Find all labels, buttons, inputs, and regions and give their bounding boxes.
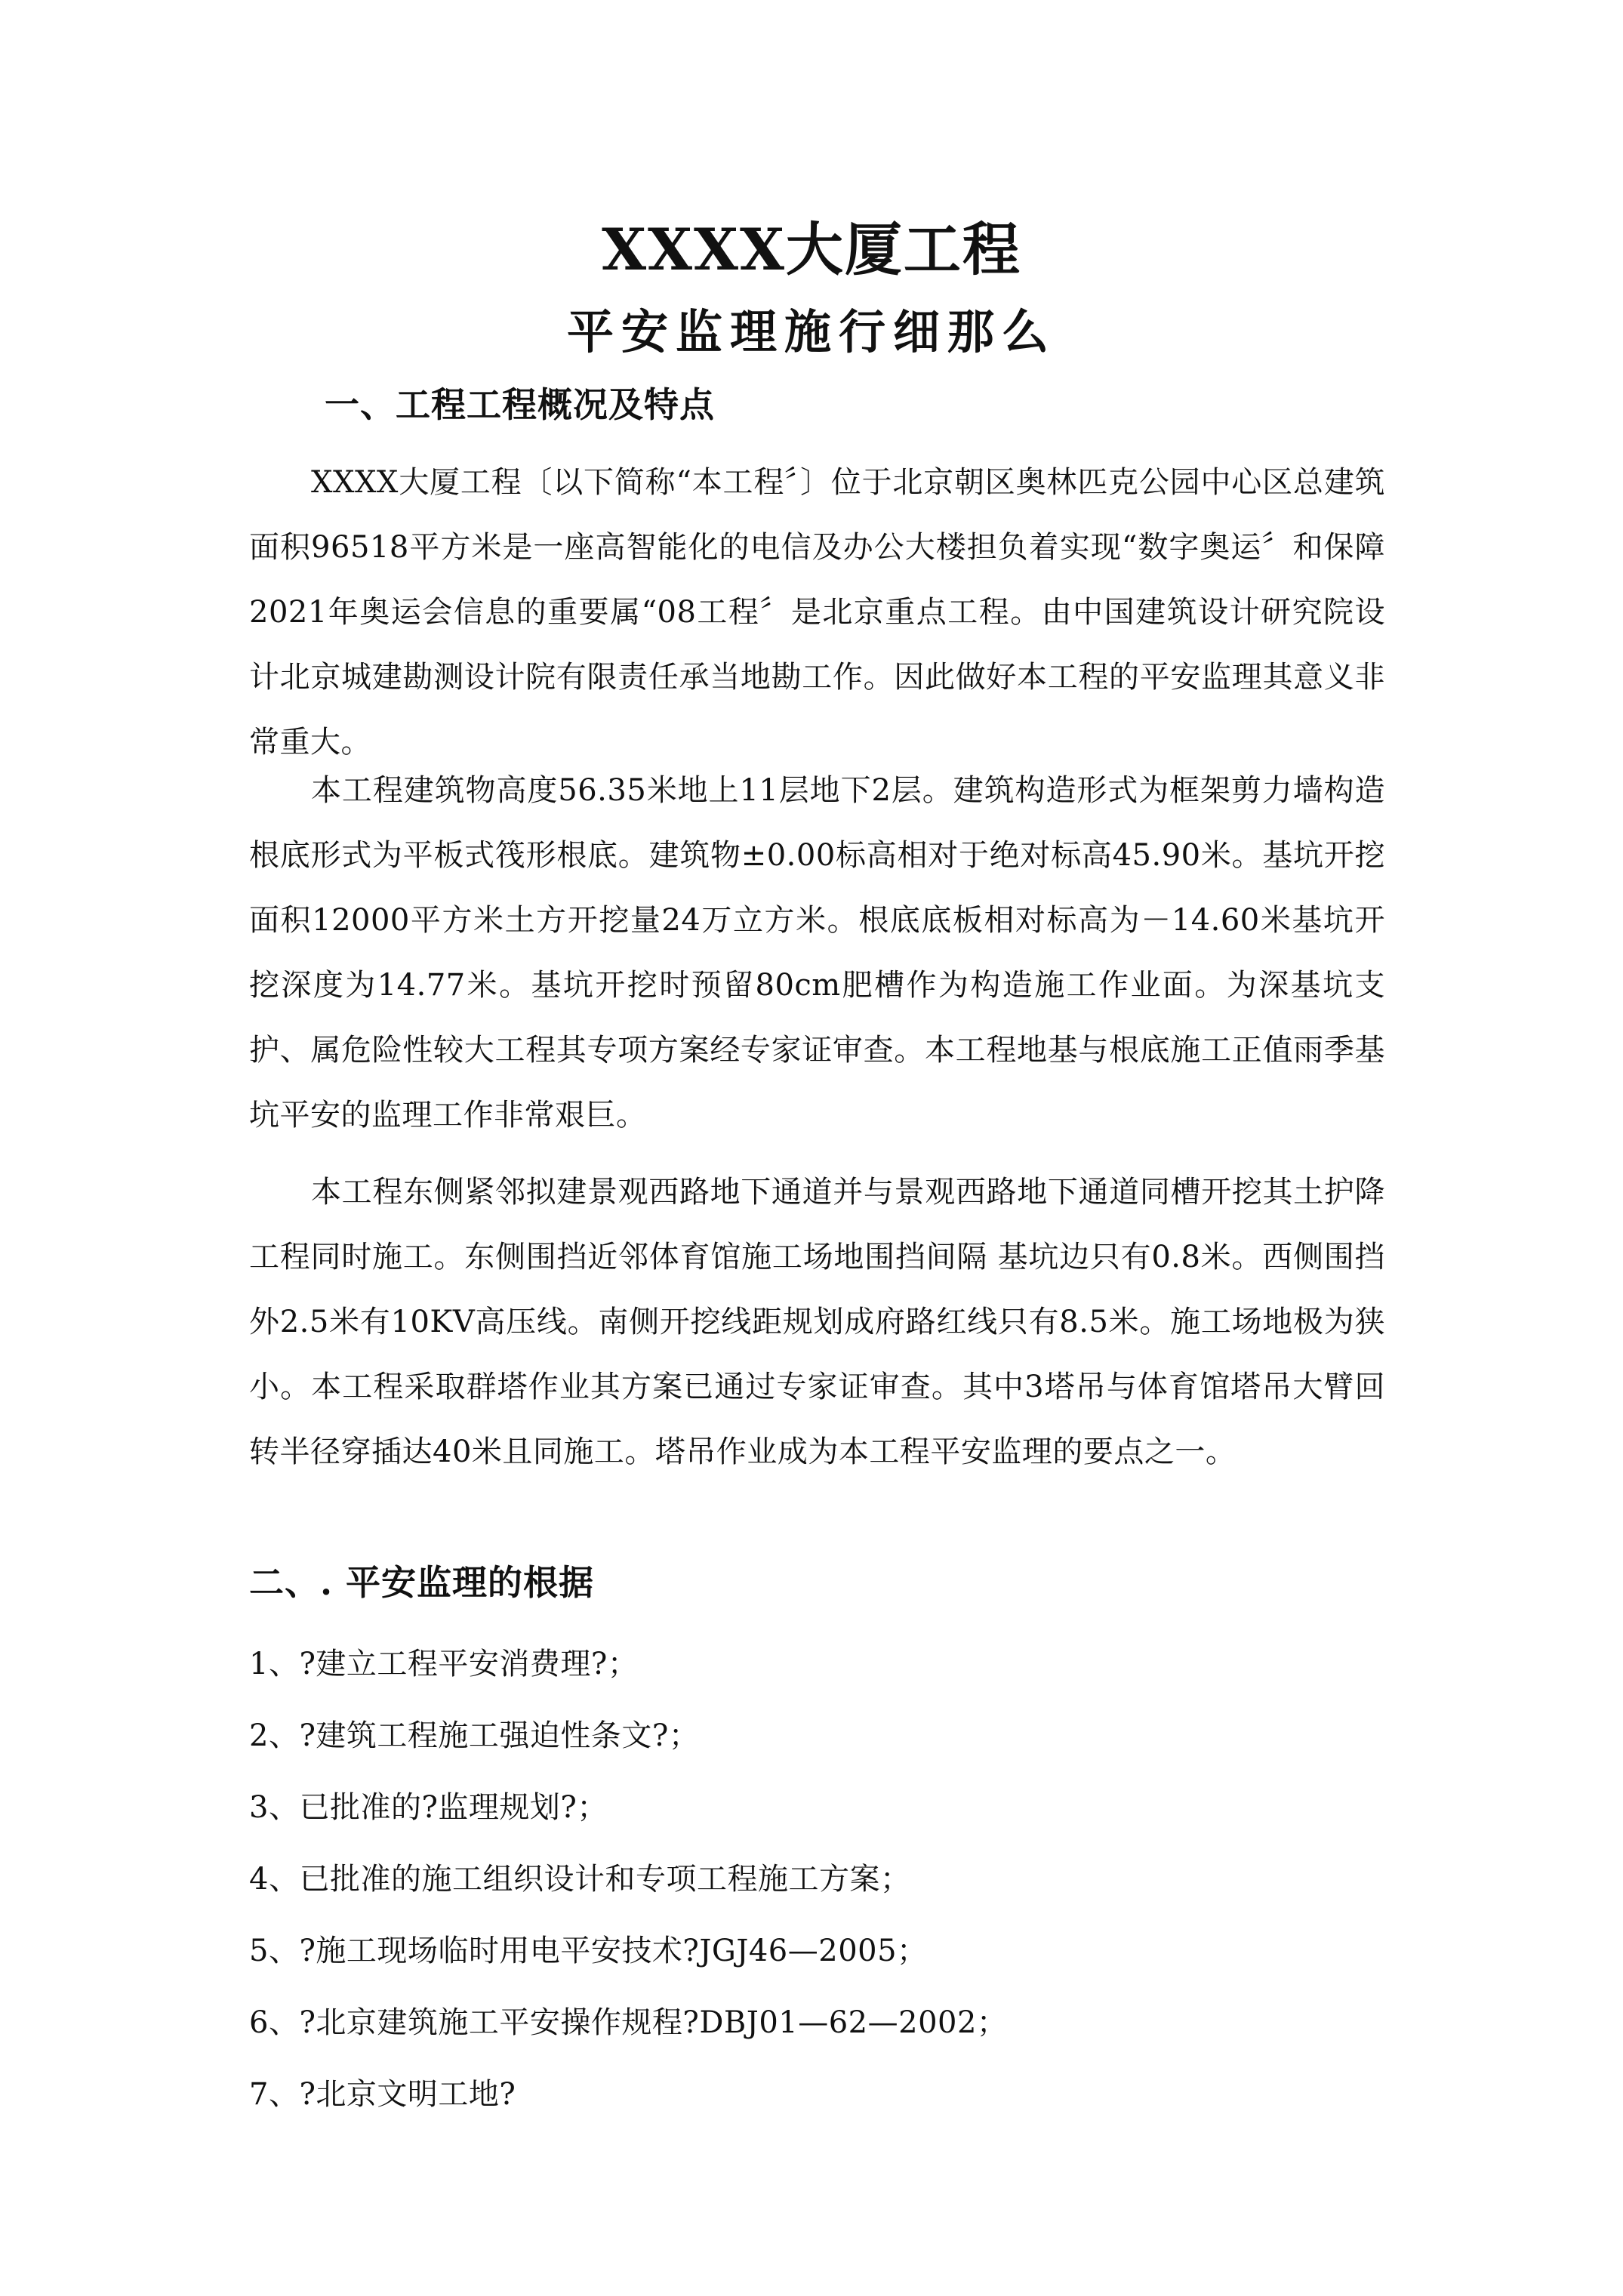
document-title: XXXX大厦工程	[602, 216, 1021, 283]
list-item: 5、?施工现场临时用电平安技术?JGJ46—2005；	[249, 1934, 928, 1968]
list-item: 7、?北京文明工地?	[249, 2077, 516, 2112]
list-item: 6、?北京建筑施工平安操作规程?DBJ01—62—2002；	[249, 2005, 1008, 2040]
list-item: 2、?建筑工程施工强迫性条文?；	[249, 1718, 700, 1753]
section-heading-overview: 一、工程工程概况及特点	[325, 384, 715, 425]
paragraph-project-location: XXXX大厦工程〔以下简称“本工程〞〕位于北京朝区奥林匹克公园中心区总建筑面积96518平方米是一座高智能化的电信及办公大楼担负着实现“数字奥运〞和保障2021年奥运会信息的重要属“08工程〞是北京重点工程。由中国建筑设计研究院设计北京城建勘测设计院有限责任承当地勘工作。因此做好本工程的平安监理其意义非常重大。	[249, 465, 1385, 760]
section-heading-basis: 二、. 平安监理的根据	[249, 1562, 595, 1603]
list-item: 1、?建立工程平安消费理?；	[249, 1647, 639, 1681]
list-item: 3、已批准的?监理规划?；	[249, 1790, 608, 1825]
document-subtitle: 平安监理施行细那么	[566, 304, 1056, 359]
paragraph-site-conditions: 本工程东侧紧邻拟建景观西路地下通道并与景观西路地下通道同槽开挖其土护降工程同时施工。东侧围挡近邻体育馆施工场地围挡间隔 基坑边只有0.8米。西侧围挡外2.5米有10KV高压线。南侧开挖线距规划成府路红线只有8.5米。施工场地极为狭小。本工程采取群塔作业其方案已通过专家证审查。其中3塔吊与体育馆塔吊大臂回转半径穿插达40米且同施工。塔吊作业成为本工程平安监理的要点之一。	[249, 1175, 1385, 1469]
paragraph-building-structure: 本工程建筑物高度56.35米地上11层地下2层。建筑构造形式为框架剪力墙构造根底形式为平板式筏形根底。建筑物±0.00标高相对于绝对标高45.90米。基坑开挖面积12000平方米土方开挖量24万立方米。根底底板相对标高为－14.60米基坑开挖深度为14.77米。基坑开挖时预留80cm肥槽作为构造施工作业面。为深基坑支护、属危险性较大工程其专项方案经专家证审查。本工程地基与根底施工正值雨季基坑平安的监理工作非常艰巨。	[249, 773, 1385, 1133]
list-item: 4、已批准的施工组织设计和专项工程施工方案；	[249, 1862, 911, 1897]
